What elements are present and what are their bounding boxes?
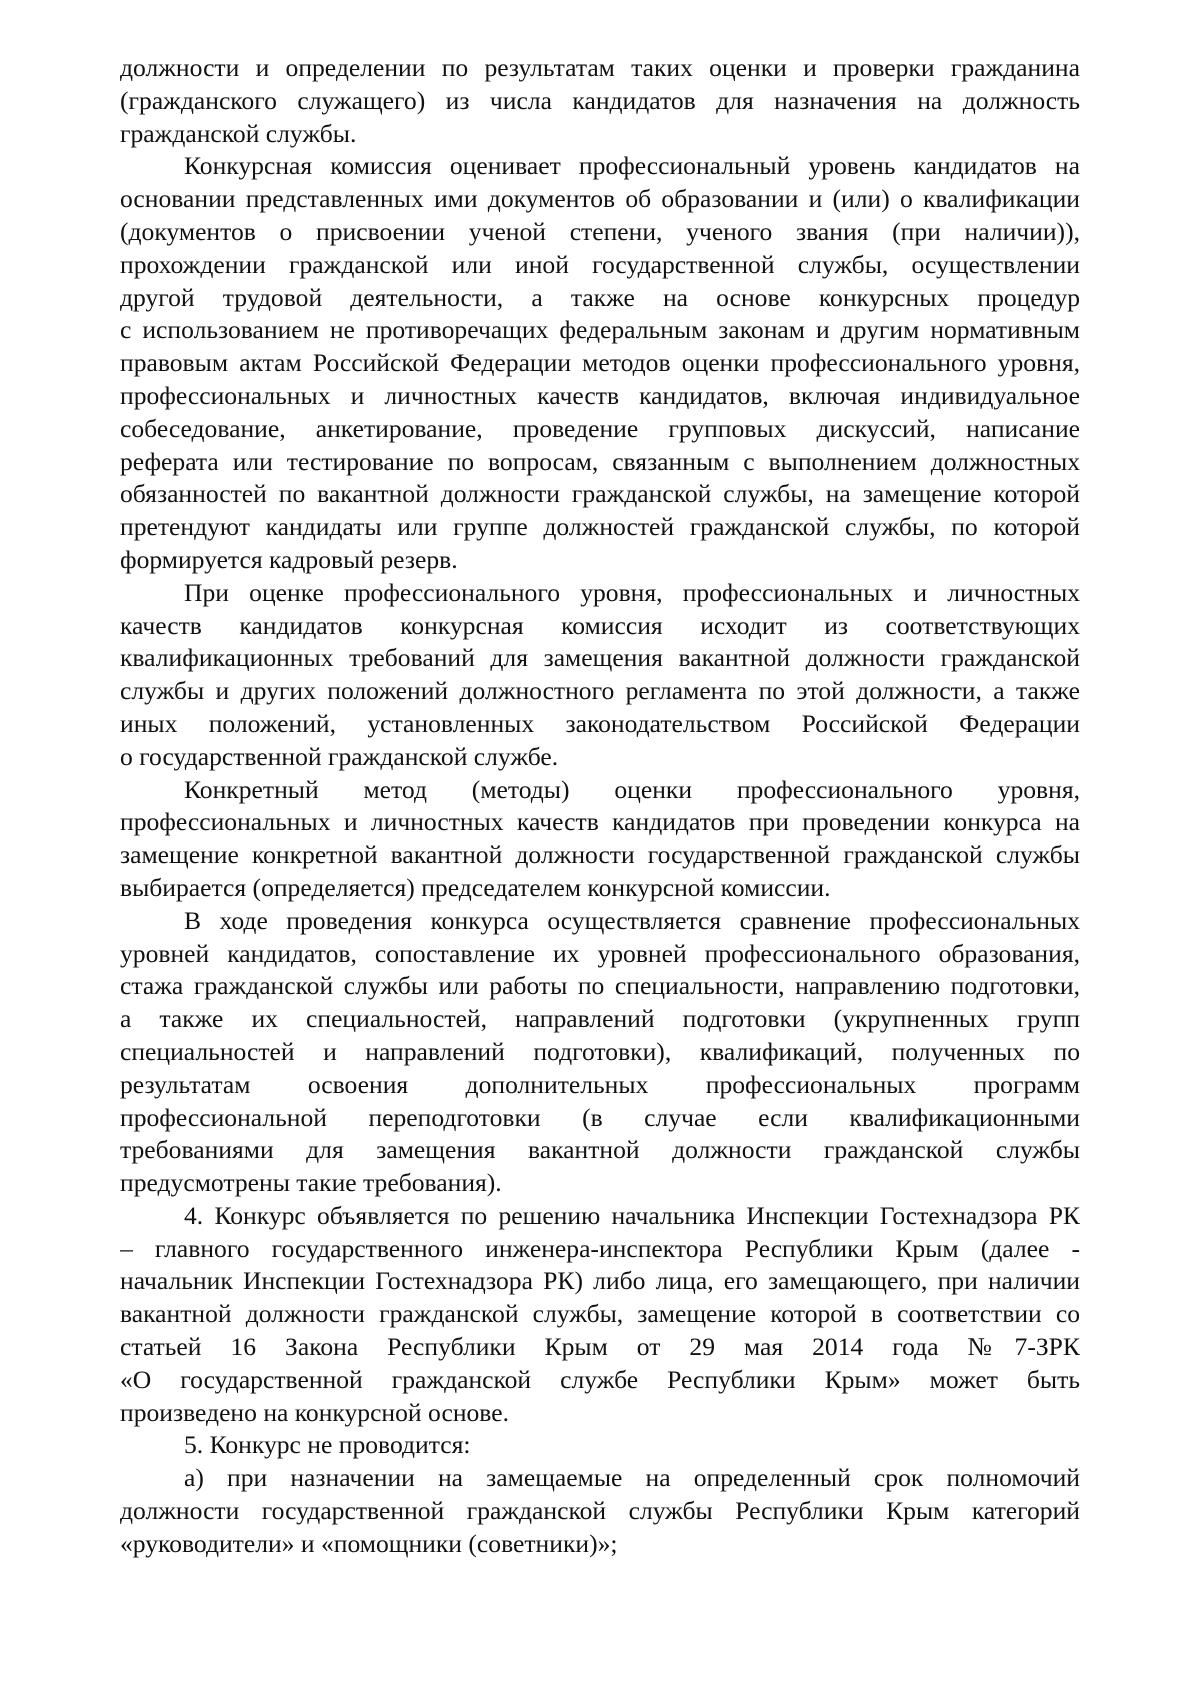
text-line: правовым актам Российской Федерации методов оценки профессионального уровня, xyxy=(120,348,1080,378)
text-line: «О государственной гражданской службе Республики Крым» может быть xyxy=(120,1364,1080,1394)
text-line: Конкретный метод (методы) оценки профессионального уровня, xyxy=(184,774,1080,804)
text-line: замещение конкретной вакантной должности государственной гражданской службы xyxy=(120,840,1080,870)
text-line: (документов о присвоении ученой степени, ученого звания (при наличии)), xyxy=(120,216,1080,246)
text-line: прохождении гражданской или иной государственной службы, осуществлении xyxy=(120,249,1080,279)
text-line: произведено на конкурсной основе. xyxy=(120,1397,510,1427)
paragraph-4 xyxy=(120,774,1080,905)
text-line: специальностей и направлений подготовки), квалификаций, полученных по xyxy=(120,1036,1080,1066)
text-line: 5. Конкурс не проводится: xyxy=(184,1430,471,1460)
text-line: – главного государственного инженера-инспектора Республики Крым (далее - xyxy=(120,1233,1080,1263)
text-line: статьей 16 Закона Республики Крым от 29 мая 2014 года №7-ЗРК xyxy=(120,1332,1080,1362)
text-line: квалификационных требований для замещения вакантной должности гражданской xyxy=(120,643,1080,673)
text-line: стажа гражданской службы или работы по специальности, направлению подготовки, xyxy=(120,971,1080,1001)
text-line: обязанностей по вакантной должности гражданской службы, на замещение которой xyxy=(120,479,1080,509)
text-line: выбирается (определяется) председателем конкурсной комиссии. xyxy=(120,872,831,902)
text-line: Конкурсная комиссия оценивает профессиональный уровень кандидатов на xyxy=(184,151,1080,181)
text-line: уровней кандидатов, сопоставление их уровней профессионального образования, xyxy=(120,938,1080,968)
text-line: требованиями для замещения вакантной должности гражданской службы xyxy=(120,1135,1080,1165)
document-page xyxy=(120,52,1080,1561)
paragraph-3 xyxy=(120,577,1080,774)
text-line: формируется кадровый резерв. xyxy=(120,544,458,574)
text-line: (гражданского служащего) из числа кандидатов для назначения на должность xyxy=(120,85,1080,115)
text-line: службы и других положений должностного регламента по этой должности, а также xyxy=(120,676,1080,706)
paragraph-section-5 xyxy=(120,1429,1080,1462)
text-line: собеседование, анкетирование, проведение групповых дискуссий, написание xyxy=(120,413,1080,443)
text-line: предусмотрены такие требования). xyxy=(120,1168,502,1198)
text-line: а также их специальностей, направлений подготовки (укрупненных групп xyxy=(120,1004,1080,1034)
text-line: профессиональных и личностных качеств кандидатов, включая индивидуальное xyxy=(120,380,1080,410)
paragraph-2 xyxy=(120,150,1080,576)
text-line: результатам освоения дополнительных профессиональных программ xyxy=(120,1069,1080,1099)
text-line: В ходе проведения конкурса осуществляется сравнение профессиональных xyxy=(184,905,1080,935)
text-line: с использованием не противоречащих федеральным законам и другим нормативным xyxy=(120,315,1080,345)
text-line: реферата или тестирование по вопросам, связанным с выполнением должностных xyxy=(120,446,1080,476)
text-line: При оценке профессионального уровня, профессиональных и личностных xyxy=(184,577,1080,607)
text-line: должности и определении по результатам таких оценки и проверки гражданина xyxy=(120,53,1080,82)
paragraph-section-5a xyxy=(120,1462,1080,1560)
text-line: начальник Инспекции Гостехнадзора РК) либо лица, его замещающего, при наличии xyxy=(120,1266,1080,1296)
paragraph-1 xyxy=(120,52,1080,150)
text-line: профессиональных и личностных качеств кандидатов при проведении конкурса на xyxy=(120,807,1080,837)
text-line: должности государственной гражданской службы Республики Крым категорий xyxy=(120,1496,1080,1526)
text-line: претендуют кандидаты или группе должностей гражданской службы, по которой xyxy=(120,512,1080,542)
text-line: другой трудовой деятельности, а также на основе конкурсных процедур xyxy=(120,282,1080,312)
text-line: профессиональной переподготовки (в случае если квалификационными xyxy=(120,1102,1080,1132)
paragraph-5 xyxy=(120,905,1080,1200)
paragraph-section-4 xyxy=(120,1200,1080,1430)
text-line: гражданской службы. xyxy=(120,118,357,148)
text-line: основании представленных ими документов об образовании и (или) о квалификации xyxy=(120,184,1080,214)
text-line: качеств кандидатов конкурсная комиссия исходит из соответствующих xyxy=(120,610,1080,640)
text-line: а) при назначении на замещаемые на определенный срок полномочий xyxy=(184,1463,1080,1493)
text-line: «руководители» и «помощники (советники)»; xyxy=(120,1528,618,1558)
text-line: вакантной должности гражданской службы, замещение которой в соответствии со xyxy=(120,1299,1080,1329)
text-line: о государственной гражданской службе. xyxy=(120,741,559,771)
text-line: 4. Конкурс объявляется по решению начальника Инспекции Гостехнадзора РК xyxy=(184,1200,1080,1230)
text-line: иных положений, установленных законодательством Российской Федерации xyxy=(120,708,1080,738)
